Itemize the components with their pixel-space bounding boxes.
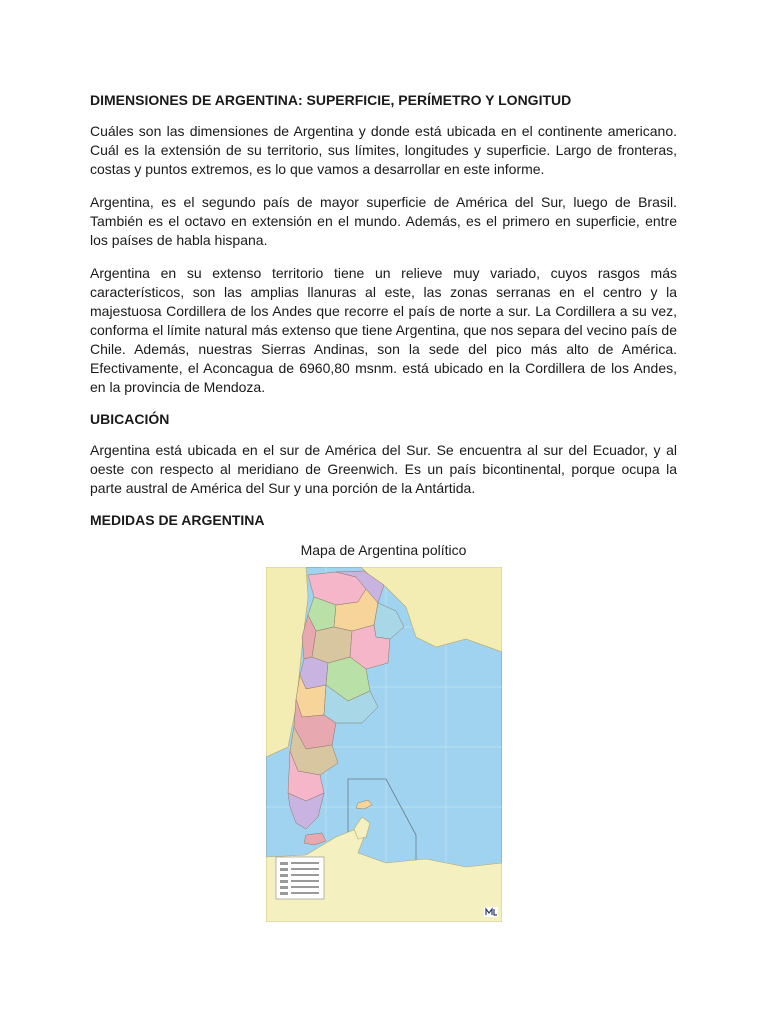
intro-paragraph: Cuáles son las dimensiones de Argentina y donde está ubicada en el continente americano. Cuál es la extensión de su territorio, sus límites, longitudes y superficie. Largo de fronteras, costas y puntos extremos, es lo que vamos a desarrollar en este informe. bbox=[90, 123, 677, 177]
ubicacion-heading: UBICACIÓN bbox=[90, 411, 170, 427]
publisher-logo-icon bbox=[484, 907, 498, 917]
document-title: DIMENSIONES DE ARGENTINA: SUPERFICIE, PERÍMETRO Y LONGITUD bbox=[90, 92, 572, 108]
map-caption: Mapa de Argentina político bbox=[300, 542, 467, 558]
argentina-political-map bbox=[266, 567, 502, 922]
relieve-paragraph: Argentina en su extenso territorio tiene un relieve muy variado, cuyos rasgos más característicos, son las amplias llanuras al este, las zonas serranas en el centro y la majestuosa Cordillera de los Andes que recorre el país de norte a sur. La Cordillera a su vez, conforma el límite natural más extenso que tiene Argentina, que nos separa del vecino país de Chile. Además, nuestras Sierras Andinas, son la sede del pico más alto de América. Efectivamente, el Aconcagua de 6960,80 msnm. está ubicado en la Cordillera de los Andes, en la provincia de Mendoza. bbox=[90, 265, 677, 395]
ubicacion-paragraph: Argentina está ubicada en el sur de América del Sur. Se encuentra al sur del Ecuador, y al oeste con respecto al meridiano de Greenwich. Es un país bicontinental, porque ocupa la parte austral de América del Sur y una porción de la Antártida. bbox=[90, 442, 677, 496]
medidas-heading: MEDIDAS DE ARGENTINA bbox=[90, 512, 265, 528]
superficie-paragraph: Argentina, es el segundo país de mayor superficie de América del Sur, luego de Brasil. También es el octavo en extensión en el mundo. Además, es el primero en superficie, entre los países de habla hispana. bbox=[90, 194, 677, 248]
map-illustration bbox=[266, 567, 502, 922]
document-page bbox=[90, 92, 677, 922]
